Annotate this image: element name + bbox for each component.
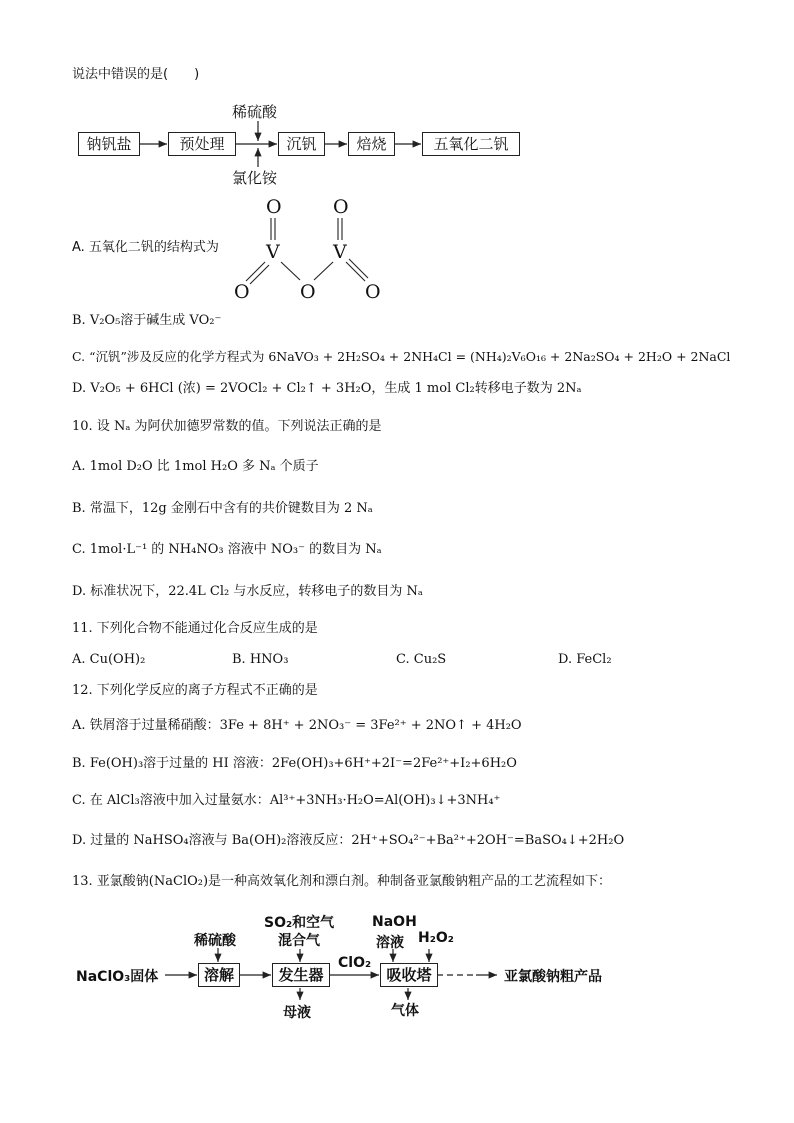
flow-output-gas: 气体 bbox=[391, 1003, 419, 1019]
q10-stem: 10. 设 Nₐ 为阿伏加德罗常数的值。下列说法正确的是 bbox=[72, 419, 382, 434]
atom-o-top-right: O bbox=[333, 196, 349, 218]
flow-input-naoh: NaOH bbox=[372, 914, 417, 930]
q9-option-c: C. “沉钒”涉及反应的化学方程式为 6NaVO₃ + 2H₂SO₄ + 2NH₄Cl = (NH₄)₂V₆O₁₆ + 2Na₂SO₄ + 2H₂O + 2NaCl bbox=[72, 349, 731, 364]
flow-box-absorber: 吸收塔 bbox=[380, 963, 438, 987]
flow-input-so2-air: SO₂和空气 bbox=[264, 915, 335, 931]
q12-option-b: B. Fe(OH)₃溶于过量的 HI 溶液：2Fe(OH)₃+6H⁺+2I⁻=2Fe²⁺+I₂+6H₂O bbox=[72, 756, 517, 771]
flow-box-dissolve: 溶解 bbox=[198, 963, 240, 987]
q11-option-a: A. Cu(OH)₂ bbox=[72, 652, 146, 667]
q9-option-d: D. V₂O₅ + 6HCl (浓) = 2VOCl₂ + Cl₂↑ + 3H₂O，生成 1 mol Cl₂转移电子数为 2Nₐ bbox=[72, 381, 582, 396]
q13-stem: 13. 亚氯酸钠(NaClO₂)是一种高效氧化剂和漂白剂。种制备亚氯酸钠粗产品的工艺流程如下： bbox=[72, 874, 612, 889]
flow-input-mixed-gas: 混合气 bbox=[278, 933, 320, 949]
q12-option-c: C. 在 AlCl₃溶液中加入过量氨水：Al³⁺+3NH₃·H₂O=Al(OH)₃↓+3NH₄⁺ bbox=[72, 793, 501, 808]
atom-o-bottom-left: O bbox=[234, 281, 250, 303]
q10-option-b: B. 常温下，12g 金刚石中含有的共价键数目为 2 Nₐ bbox=[72, 501, 373, 516]
flow-product: 亚氯酸钠粗产品 bbox=[504, 969, 602, 985]
flow-box-pretreatment: 预处理 bbox=[168, 132, 236, 156]
atom-v-right: V bbox=[333, 241, 347, 263]
q10-option-c: C. 1mol·L⁻¹ 的 NH₄NO₃ 溶液中 NO₃⁻ 的数目为 Nₐ bbox=[72, 542, 382, 557]
atom-v-left: V bbox=[266, 241, 280, 263]
q12-option-a: A. 铁屑溶于过量稀硝酸：3Fe + 8H⁺ + 2NO₃⁻ = 3Fe²⁺ + 2NO↑ + 4H₂O bbox=[72, 718, 522, 733]
flow-box-precipitate-vanadium: 沉钒 bbox=[278, 132, 325, 156]
q10-option-d: D. 标准状况下，22.4L Cl₂ 与水反应，转移电子的数目为 Nₐ bbox=[72, 584, 423, 599]
flow-reagent-ammonium-chloride: 氯化铵 bbox=[232, 169, 278, 187]
flow-input-solution: 溶液 bbox=[376, 935, 404, 951]
flow-input-sulfuric-acid: 稀硫酸 bbox=[194, 933, 236, 949]
flow-box-generator: 发生器 bbox=[272, 963, 330, 987]
q10-option-a: A. 1mol D₂O 比 1mol H₂O 多 Nₐ 个质子 bbox=[72, 459, 319, 474]
q11-option-b: B. HNO₃ bbox=[232, 652, 289, 667]
q9-option-b: B. V₂O₅溶于碱生成 VO₂⁻ bbox=[72, 313, 222, 328]
atom-o-bottom-right: O bbox=[365, 281, 381, 303]
flow-start-naclo3: NaClO₃固体 bbox=[76, 969, 159, 985]
q12-option-d: D. 过量的 NaHSO₄溶液与 Ba(OH)₂溶液反应：2H⁺+SO₄²⁻+Ba²⁺+2OH⁻=BaSO₄↓+2H₂O bbox=[72, 833, 625, 848]
atom-o-bridge: O bbox=[300, 281, 316, 303]
flow-output-mother-liquor: 母液 bbox=[283, 1005, 311, 1021]
flow-reagent-sulfuric-acid: 稀硫酸 bbox=[232, 103, 278, 121]
q12-stem: 12. 下列化学反应的离子方程式不正确的是 bbox=[72, 683, 318, 698]
q11-stem: 11. 下列化合物不能通过化合反应生成的是 bbox=[72, 621, 318, 636]
atom-o-top-left: O bbox=[266, 196, 282, 218]
flow-box-roast: 焙烧 bbox=[348, 132, 395, 156]
flow-intermediate-clo2: ClO₂ bbox=[338, 955, 372, 971]
flow-box-v2o5: 五氧化二钒 bbox=[422, 132, 520, 156]
q11-option-d: D. FeCl₂ bbox=[558, 652, 612, 667]
q9-option-a: A. 五氧化二钒的结构式为 bbox=[72, 240, 219, 255]
q11-option-c: C. Cu₂S bbox=[396, 652, 447, 667]
flow-box-sodium-vanadate: 钠钒盐 bbox=[78, 132, 140, 156]
flow-input-h2o2: H₂O₂ bbox=[418, 930, 454, 946]
q9-stem: 说法中错误的是( ) bbox=[72, 67, 200, 82]
